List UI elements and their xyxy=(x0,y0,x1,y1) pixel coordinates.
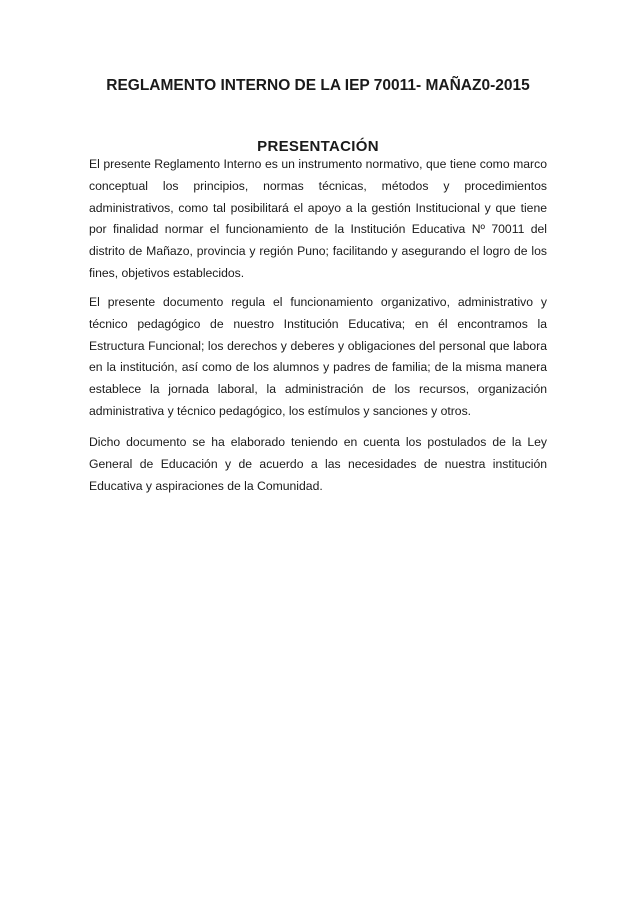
section-heading: PRESENTACIÓN xyxy=(257,138,379,155)
paragraph-presentation-2: El presente documento regula el funcionamiento organizativo, administrativo y técnico pedagógico de nuestro Institución Educativa; en él encontramos la Estructura Funcional; los derechos y deberes y obligaciones del personal que labora en la institución, así como de los alumnos y padres de familia; de la misma manera establece la jornada laboral, la administración de los recursos, organización administrativa y técnico pedagógico, los estímulos y sanciones y otros. xyxy=(89,295,547,418)
paragraph-presentation-1: El presente Reglamento Interno es un instrumento normativo, que tiene como marco conceptual los principios, normas técnicas, métodos y procedimientos administrativos, como tal posibilitará el apoyo a la gestión Institucional y que tiene por finalidad normar el funcionamiento de la Institución Educativa Nº 70011 del distrito de Mañazo, provincia y región Puno; facilitando y asegurando el logro de los fines, objetivos establecidos. xyxy=(89,157,547,280)
paragraph-presentation-3: Dicho documento se ha elaborado teniendo en cuenta los postulados de la Ley General de Educación y de acuerdo a las necesidades de nuestra institución Educativa y aspiraciones de la Comunidad. xyxy=(89,435,547,493)
document-title: REGLAMENTO INTERNO DE LA IEP 70011- MAÑAZ0-2015 xyxy=(106,77,530,94)
